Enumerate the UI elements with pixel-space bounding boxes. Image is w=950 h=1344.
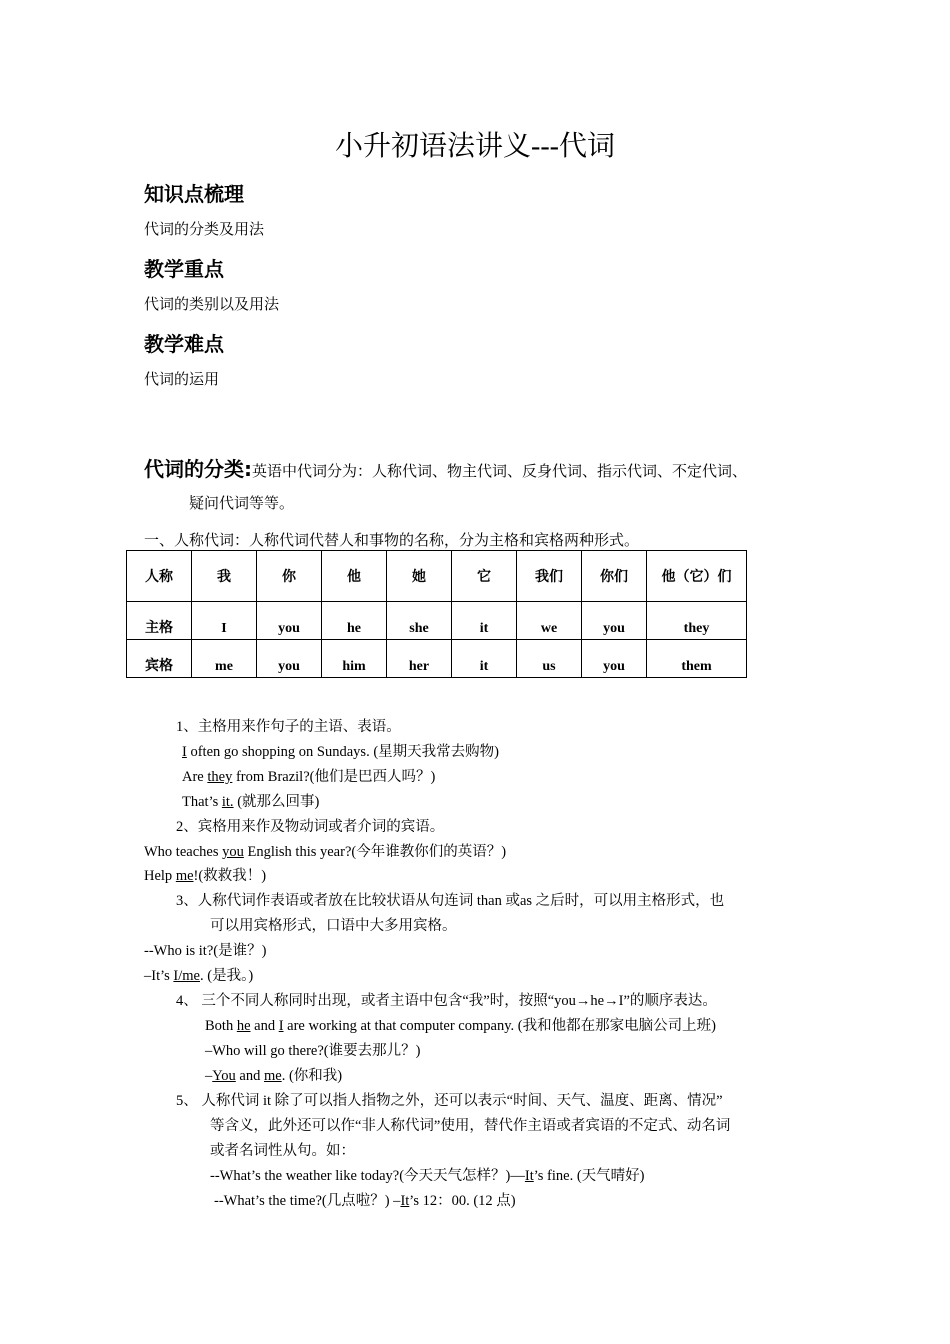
example-text: are working at that computer company. (我和他都在那家电脑公司上班) bbox=[283, 1018, 716, 1034]
table-cell: it bbox=[452, 602, 517, 640]
example-text: . (是我。) bbox=[199, 968, 254, 984]
example-text: ’s 12：00. (12 点) bbox=[409, 1193, 516, 1209]
table-row-objective bbox=[127, 640, 747, 678]
example-text: --What’s the weather like today?(今天天气怎样？)— bbox=[210, 1168, 525, 1184]
rule4-example-2: –Who will go there?(谁要去那儿？) bbox=[205, 1043, 421, 1059]
rule1-example-1 bbox=[182, 740, 499, 761]
table-header-row bbox=[127, 551, 747, 602]
underlined-word: you bbox=[222, 844, 244, 860]
rule2-example-2 bbox=[144, 864, 266, 885]
section-text-focus: 代词的类别以及用法 bbox=[144, 297, 280, 313]
table-cell: 你们 bbox=[582, 551, 647, 602]
example-text: --What’s the time?(几点啦？) – bbox=[214, 1193, 401, 1209]
rule1-example-3 bbox=[182, 790, 319, 811]
underlined-word: they bbox=[207, 769, 233, 785]
rule3-title: 3、人称代词作表语或者放在比较状语从句连词 than 或as 之后时，可以用主格形式，也 bbox=[176, 893, 725, 909]
table-cell: I bbox=[192, 602, 257, 640]
example-text: – bbox=[205, 1068, 213, 1084]
example-text: Are bbox=[182, 769, 208, 785]
table-cell: you bbox=[582, 640, 647, 678]
underlined-word: it. bbox=[221, 794, 234, 810]
table-cell: you bbox=[257, 640, 322, 678]
underlined-word: I bbox=[278, 1018, 284, 1034]
table-cell: 我们 bbox=[517, 551, 582, 602]
section-heading-difficulty: 教学难点 bbox=[144, 332, 224, 356]
underlined-word: me bbox=[175, 868, 194, 884]
example-text: Both bbox=[205, 1018, 237, 1034]
table-row-nominative bbox=[127, 602, 747, 640]
rule2-example-1 bbox=[144, 840, 506, 861]
example-text: . (你和我) bbox=[281, 1068, 343, 1084]
rule1-example-2 bbox=[182, 765, 435, 786]
rule5-example-1 bbox=[210, 1164, 645, 1185]
example-text: and bbox=[235, 1068, 264, 1084]
table-cell: we bbox=[517, 602, 582, 640]
classification-heading: 代词的分类: bbox=[144, 457, 252, 481]
section-text-difficulty: 代词的运用 bbox=[144, 372, 220, 388]
example-text: (就那么回事) bbox=[233, 794, 320, 810]
rule4-title: 4、 三个不同人称同时出现，或者主语中包含“我”时，按照“you→he→I”的顺序表达。 bbox=[176, 993, 717, 1009]
underlined-word: It bbox=[524, 1168, 534, 1184]
example-text: often go shopping on Sundays. (星期天我常去购物) bbox=[186, 744, 499, 760]
table-cell: she bbox=[387, 602, 452, 640]
rule5-title: 5、 人称代词 it 除了可以指人指物之外，还可以表示“时间、天气、温度、距离、情况” bbox=[176, 1093, 723, 1109]
section-text-knowledge: 代词的分类及用法 bbox=[144, 222, 265, 238]
table-cell: they bbox=[647, 602, 747, 640]
rule2-title: 2、宾格用来作及物动词或者介词的宾语。 bbox=[176, 819, 445, 835]
underlined-word: You bbox=[212, 1068, 236, 1084]
example-text: That’s bbox=[182, 794, 222, 810]
example-text: Help bbox=[144, 868, 176, 884]
table-cell: us bbox=[517, 640, 582, 678]
table-cell: it bbox=[452, 640, 517, 678]
underlined-word: It bbox=[400, 1193, 410, 1209]
rule4-example-3 bbox=[205, 1064, 342, 1085]
rule5-title-cont2: 或者名词性从句。如： bbox=[210, 1143, 355, 1159]
rule3-title-cont: 可以用宾格形式，口语中大多用宾格。 bbox=[210, 918, 457, 934]
table-cell: 他（它）们 bbox=[647, 551, 747, 602]
table-cell: 你 bbox=[257, 551, 322, 602]
table-cell: he bbox=[322, 602, 387, 640]
table-cell: 他 bbox=[322, 551, 387, 602]
table-cell: 它 bbox=[452, 551, 517, 602]
personal-pronoun-intro: 一、人称代词：人称代词代替人和事物的名称，分为主格和宾格两种形式。 bbox=[144, 533, 640, 549]
rule1-title: 1、主格用来作句子的主语、表语。 bbox=[176, 719, 401, 735]
example-text: ’s fine. (天气晴好) bbox=[533, 1168, 645, 1184]
rule4-example-1 bbox=[205, 1014, 716, 1035]
rule5-example-2 bbox=[214, 1189, 516, 1210]
underlined-word: I/me bbox=[173, 968, 200, 984]
pronoun-table bbox=[126, 550, 747, 678]
table-cell: 她 bbox=[387, 551, 452, 602]
underlined-word: I bbox=[182, 744, 187, 760]
table-cell: you bbox=[582, 602, 647, 640]
classification-paragraph bbox=[144, 453, 747, 482]
table-cell: them bbox=[647, 640, 747, 678]
example-text: and bbox=[250, 1018, 279, 1034]
section-heading-knowledge: 知识点梳理 bbox=[144, 182, 244, 206]
table-cell: 人称 bbox=[127, 551, 192, 602]
example-text: from Brazil?(他们是巴西人吗？) bbox=[232, 769, 436, 785]
table-cell: 我 bbox=[192, 551, 257, 602]
table-cell: me bbox=[192, 640, 257, 678]
rule3-example-2 bbox=[144, 964, 253, 985]
section-heading-focus: 教学重点 bbox=[144, 257, 224, 281]
underlined-word: he bbox=[236, 1018, 251, 1034]
table-cell: him bbox=[322, 640, 387, 678]
rule3-example-1: --Who is it?(是谁？) bbox=[144, 943, 267, 959]
table-cell: you bbox=[257, 602, 322, 640]
rule5-title-cont: 等含义，此外还可以作“非人称代词”使用，替代作主语或者宾语的不定式、动名词 bbox=[210, 1118, 731, 1134]
classification-text: 英语中代词分为：人称代词、物主代词、反身代词、指示代词、不定代词、 bbox=[252, 464, 748, 480]
table-cell: 宾格 bbox=[127, 640, 192, 678]
table-cell: 主格 bbox=[127, 602, 192, 640]
example-text: English this year?(今年谁教你们的英语？) bbox=[243, 844, 507, 860]
example-text: –It’s bbox=[144, 968, 174, 984]
classification-text-cont: 疑问代词等等。 bbox=[189, 496, 295, 512]
underlined-word: me bbox=[263, 1068, 282, 1084]
example-text: !(救救我！) bbox=[193, 868, 267, 884]
table-cell: her bbox=[387, 640, 452, 678]
example-text: Who teaches bbox=[144, 844, 223, 860]
page-title: 小升初语法讲义---代词 bbox=[335, 131, 615, 162]
